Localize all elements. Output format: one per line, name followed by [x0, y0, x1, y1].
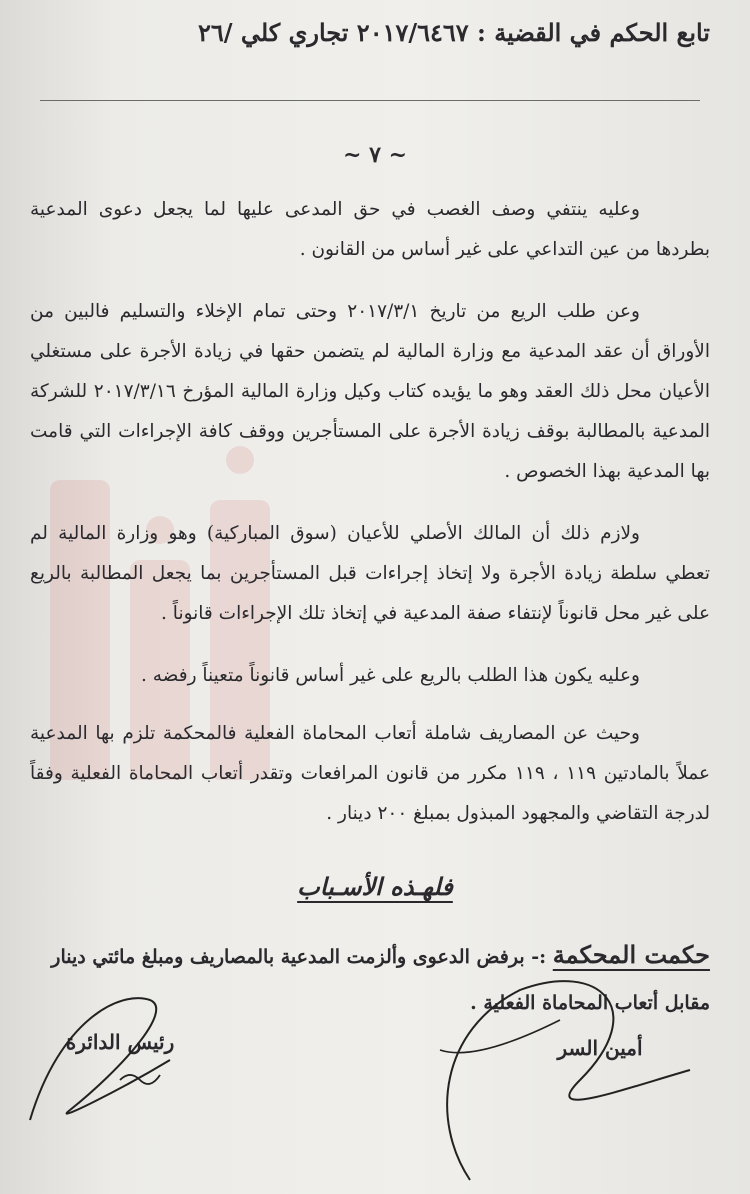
page-number: ~ ٧ ~	[342, 142, 407, 168]
reasons-heading-text: فلهـذه الأسـباب	[297, 872, 453, 901]
judgment-body	[30, 190, 710, 856]
paragraph: ولازم ذلك أن المالك الأصلي للأعيان (سوق المباركية) وهو وزارة المالية لم تعطي سلطة زيادة الأجرة ولا إتخاذ إجراءات قبل المستأجرين بما يجعل المطالبة بالريع على غير محل قانوناً لإنتفاء صفة المدعية في إتخاذ تلك الإجراءات قانوناً .	[30, 523, 710, 624]
header-divider	[40, 100, 700, 101]
paragraph: وعليه ينتفي وصف الغصب في حق المدعى عليها لما يجعل دعوى المدعية بطردها من عين التداعي على غير أساس من القانون .	[30, 199, 710, 260]
signature-secretary	[520, 1036, 680, 1060]
reasons-heading	[0, 872, 750, 901]
signature-presiding-judge	[40, 1030, 200, 1054]
case-header: تابع الحكم في القضية : ٢٠١٧/٦٤٦٧ تجاري كلي /٢٦	[197, 18, 710, 47]
paragraph: وحيث عن المصاريف شاملة أتعاب المحاماة الفعلية فالمحكمة تلزم بها المدعية عملاً بالمادتين ١١٩ ، ١١٩ مكرر من قانون المرافعات وتقدر أتعاب المحاماة الفعلية وفقاً لدرجة التقاضي والمجهود المبذول بمبلغ ٢٠٠ دينار .	[30, 723, 711, 824]
verdict-text: :- برفض الدعوى وألزمت المدعية بالمصاريف ومبلغ مائتي دينار مقابل أتعاب المحاماة الفعلية .	[51, 946, 710, 1014]
secretary-title: أمين السر	[557, 1036, 643, 1060]
paragraph: وعن طلب الريع من تاريخ ٢٠١٧/٣/١ وحتى تمام الإخلاء والتسليم فالبين من الأوراق أن عقد المدعية مع وزارة المالية لم يتضمن حقها في زيادة الأجرة على مستغلي الأعيان محل ذلك العقد وهو ما يؤيده كتاب وكيل وزارة المالية المؤرخ ٢٠١٧/٣/١٦ للشركة المدعية بالمطالبة بوقف زيادة الأجرة على المستأجرين ووقف كافة الإجراءات التي قامت بها المدعية بهذا الخصوص .	[30, 301, 710, 482]
verdict	[30, 932, 710, 1026]
paragraph: وعليه يكون هذا الطلب بالريع على غير أساس قانوناً متعيناً رفضه .	[141, 665, 640, 686]
verdict-label: حكمت المحكمة	[552, 940, 710, 969]
presiding-judge-title: رئيس الدائرة	[65, 1030, 175, 1054]
